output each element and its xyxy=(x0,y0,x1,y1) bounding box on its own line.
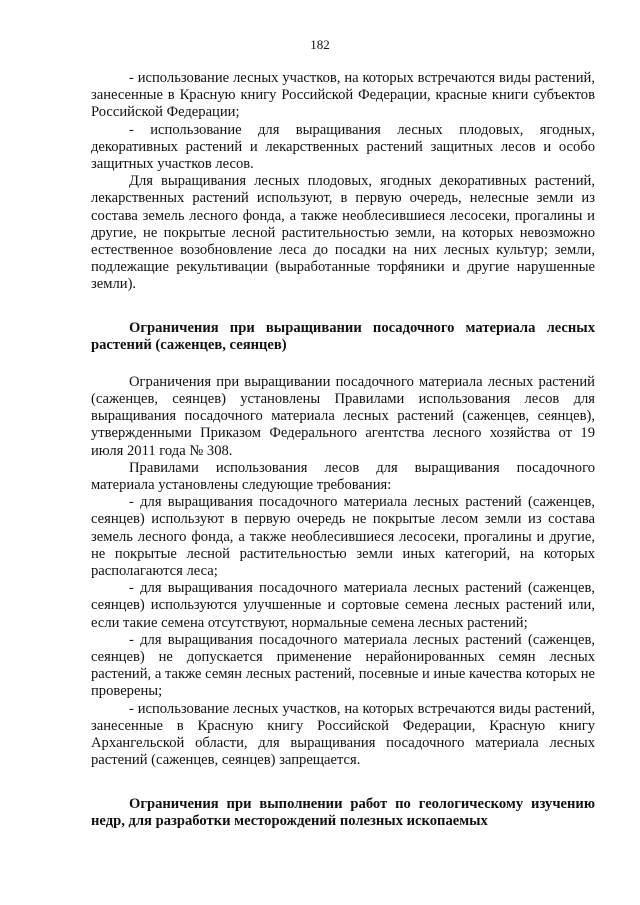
paragraph: Для выращивания лесных плодовых, ягодных декоративных растений, лекарственных растений используют, в первую очередь, нелесные земли из состава земель лесного фонда, а также необлесившиеся лесосеки, прогалины и другие, не покрытые лесной растительностью земли, на которых невозможно естественное возобновление леса до посадки на них лесных культур; земли, подлежащие рекультивации (выработанные торфяники и другие нарушенные земли). xyxy=(91,173,595,293)
section-heading: Ограничения при выполнении работ по геологическому изучению недр, для разработки месторождений полезных ископаемых xyxy=(91,795,595,830)
section-heading: Ограничения при выращивании посадочного материала лесных растений (саженцев, сеянцев) xyxy=(91,319,595,354)
paragraph: Ограничения при выращивании посадочного материала лесных растений (саженцев, сеянцев) установлены Правилами использования лесов для выращивания посадочного материала лесных растений (саженцев, сеянцев), утвержденными Приказом Федерального агентства лесного хозяйства от 19 июля 2011 года № 308. xyxy=(91,373,595,459)
page-number: 182 xyxy=(310,37,330,52)
paragraph: - использование для выращивания лесных плодовых, ягодных, декоративных растений и лекарственных растений защитных лесов и особо защитных участков лесов. xyxy=(91,121,595,173)
paragraph: Правилами использования лесов для выращивания посадочного материала установлены следующие требования: xyxy=(91,459,595,494)
list-item: - для выращивания посадочного материала лесных растений (саженцев, сеянцев) не допускается применение нерайонированных семян лесных растений, а также семян лесных растений, посевные и иные качества которых не проверены; xyxy=(91,631,595,700)
page-content xyxy=(91,70,595,831)
list-item: - использование лесных участков, на которых встречаются виды растений, занесенные в Красную книгу Российской Федерации, Красную книгу Архангельской области, для выращивания посадочного материала лесных растений (саженцев, сеянцев) запрещается. xyxy=(91,700,595,769)
paragraph: - использование лесных участков, на которых встречаются виды растений, занесенные в Красную книгу Российской Федерации, красные книги субъектов Российской Федерации; xyxy=(91,70,595,121)
list-item: - для выращивания посадочного материала лесных растений (саженцев, сеянцев) используют в первую очередь не покрытые лесом земли из состава земель лесного фонда, а также необлесившиеся лесосеки, прогалины и другие, не покрытые лесной растительностью земли иных категорий, на которых располагаются леса; xyxy=(91,494,595,580)
list-item: - для выращивания посадочного материала лесных растений (саженцев, сеянцев) используются улучшенные и сортовые семена лесных растений или, если такие семена отсутствуют, нормальные семена лесных растений; xyxy=(91,580,595,631)
